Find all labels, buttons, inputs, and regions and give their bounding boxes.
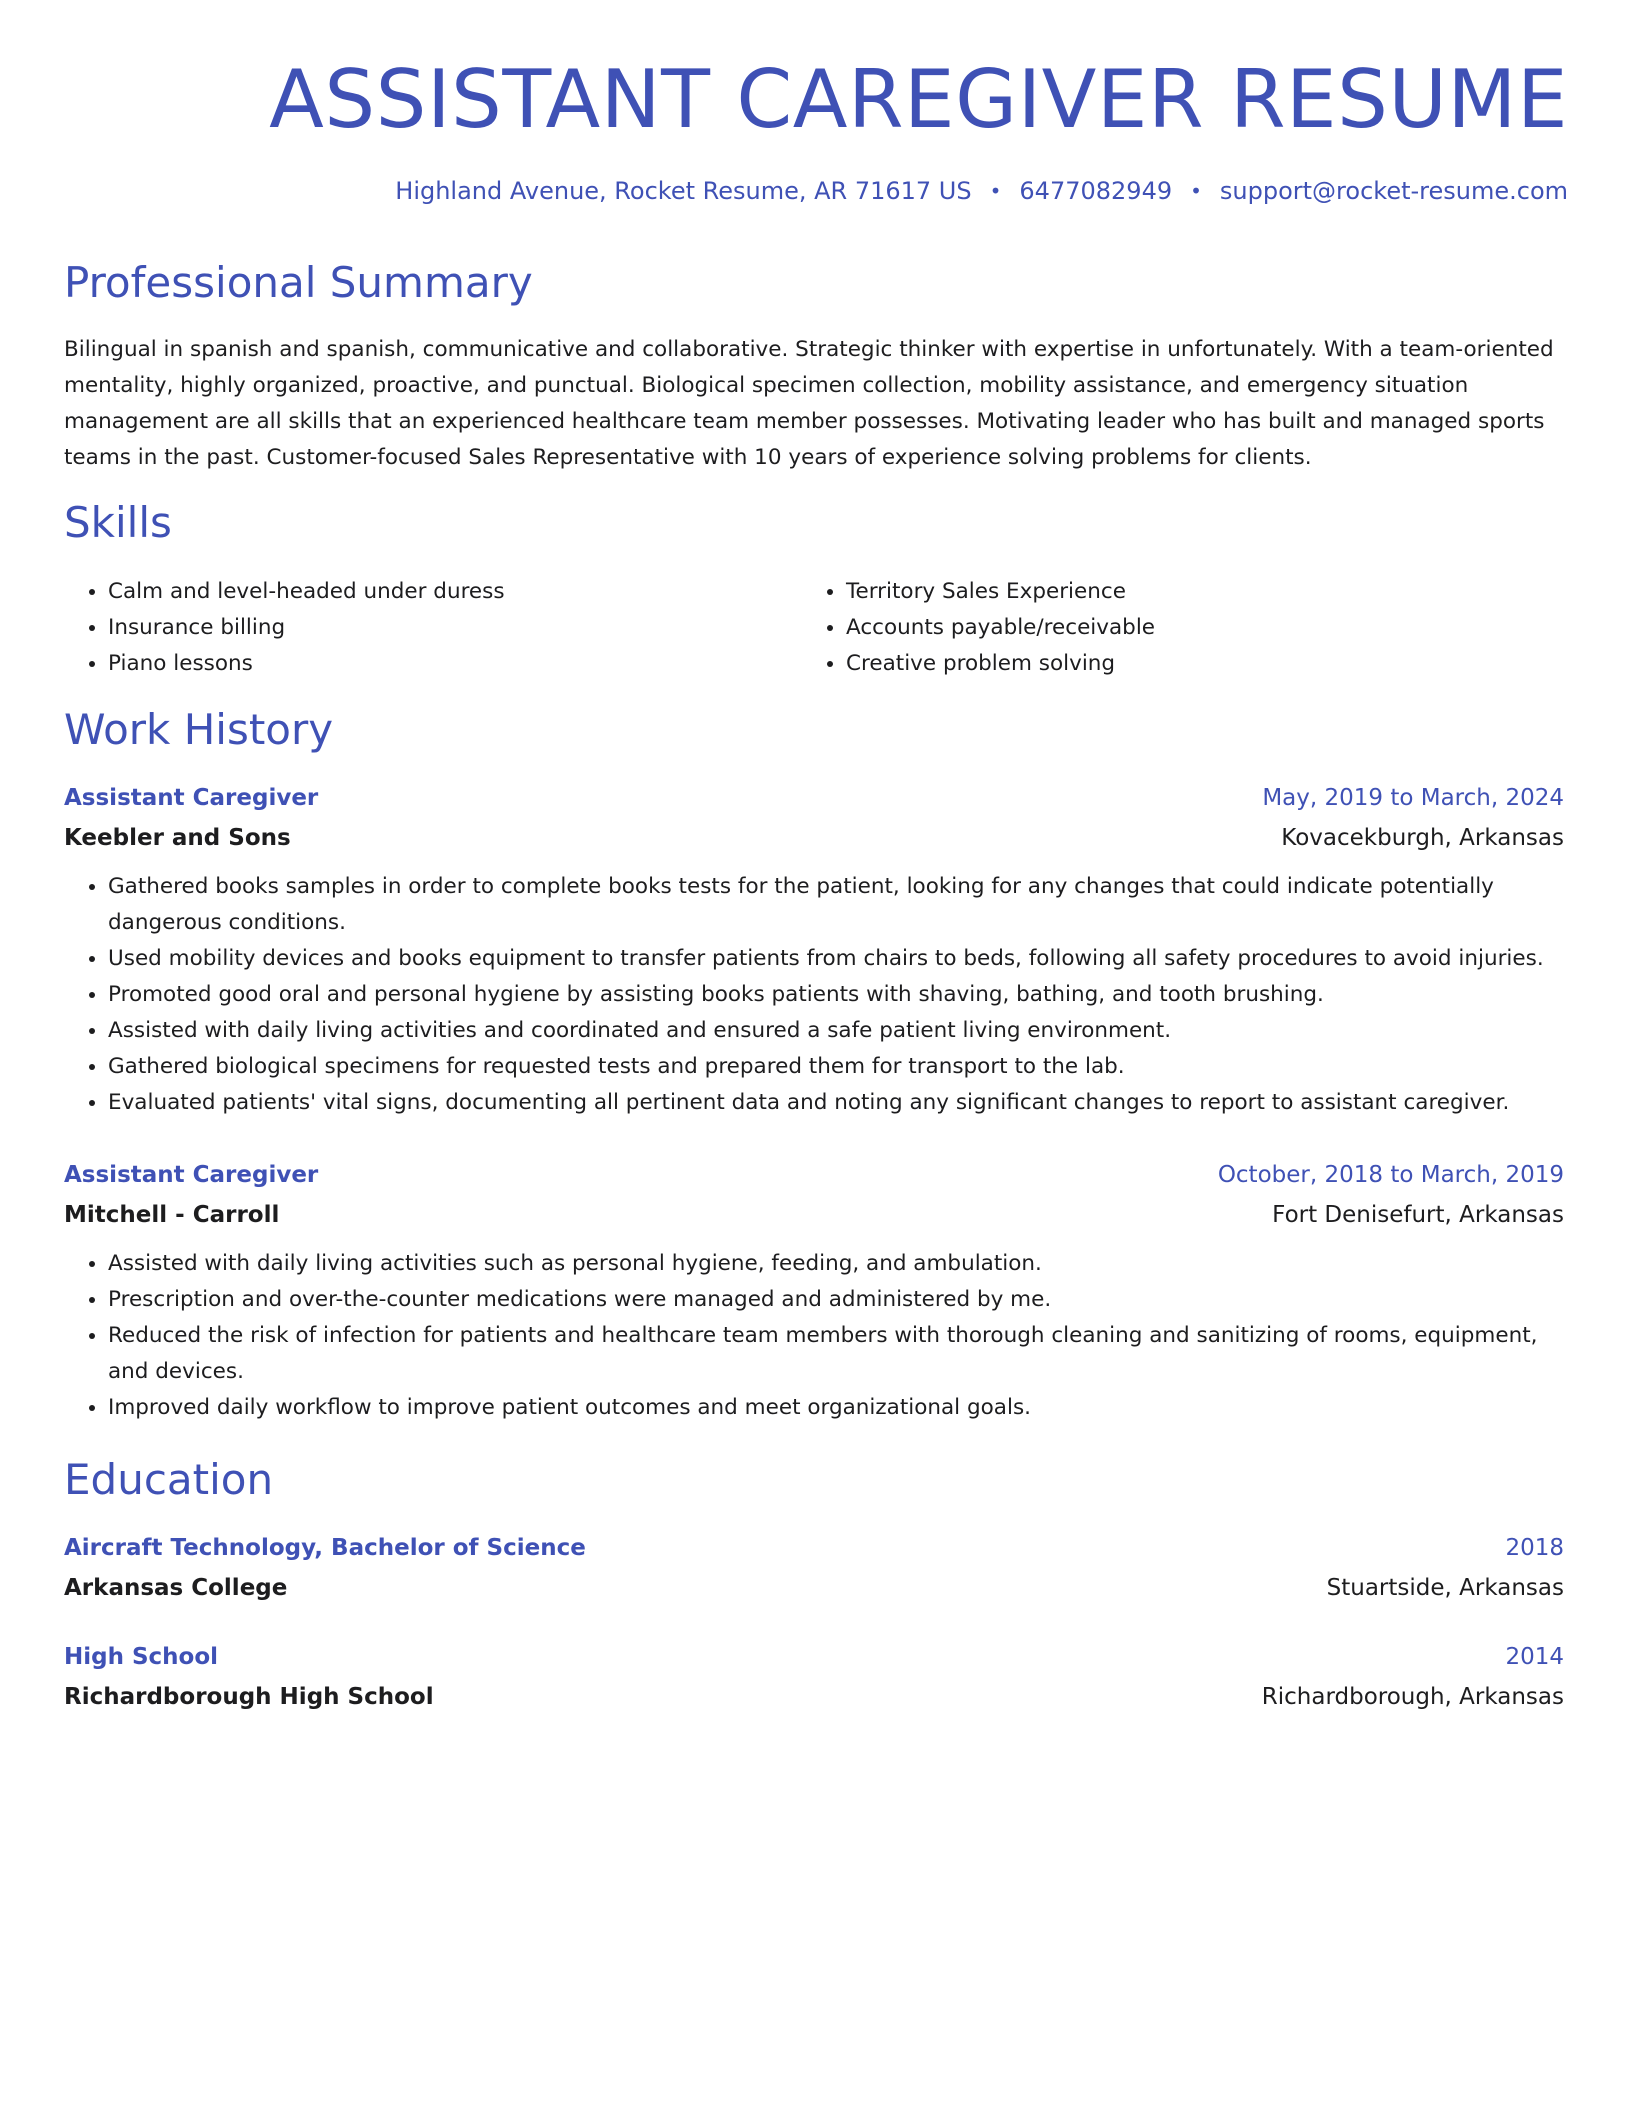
- job-title: Assistant Caregiver: [64, 1162, 319, 1188]
- contact-address: Highland Avenue, Rocket Resume, AR 71617 US: [395, 177, 972, 205]
- education-degree: High School: [64, 1644, 219, 1670]
- job-dates: October, 2018 to March, 2019: [1217, 1162, 1564, 1188]
- job-duty-item: • Improved daily workflow to improve patient outcomes and meet organizational goals.: [108, 1390, 1564, 1426]
- job-entry: [64, 778, 1564, 1121]
- job-duty-item: • Assisted with daily living activities and coordinated and ensured a safe patient living environment.: [108, 1013, 1564, 1049]
- job-duties: [64, 869, 1564, 1121]
- education-entry: [64, 1528, 1564, 1608]
- education-school: Arkansas College: [64, 1575, 288, 1601]
- education-location: Richardborough, Arkansas: [1261, 1684, 1564, 1710]
- skill-item: • Insurance billing: [108, 610, 802, 646]
- skills-column-left: [64, 574, 802, 682]
- job-location: Fort Denisefurt, Arkansas: [1272, 1202, 1564, 1228]
- section-heading-education: Education: [64, 1455, 274, 1504]
- skill-item: • Territory Sales Experience: [846, 574, 1540, 610]
- job-company: Keebler and Sons: [64, 825, 291, 851]
- skill-item: • Creative problem solving: [846, 646, 1540, 682]
- contact-email: support@rocket-resume.com: [1219, 177, 1568, 205]
- job-duties: [64, 1246, 1564, 1426]
- job-duty-item: • Gathered books samples in order to complete books tests for the patient, looking for any changes that could indicate potentially dangerous conditions.: [108, 869, 1564, 941]
- contact-separator: •: [989, 179, 1002, 203]
- job-duty-item: • Evaluated patients' vital signs, documenting all pertinent data and noting any significant changes to report to assistant caregiver.: [108, 1085, 1564, 1121]
- education-year: 2014: [1505, 1644, 1564, 1670]
- job-duty-item: • Promoted good oral and personal hygiene by assisting books patients with shaving, bathing, and tooth brushing.: [108, 977, 1564, 1013]
- job-duty-item: • Reduced the risk of infection for patients and healthcare team members with thorough cleaning and sanitizing of rooms, equipment, and devices.: [108, 1318, 1564, 1390]
- section-heading-summary: Professional Summary: [64, 258, 533, 307]
- summary-text: Bilingual in spanish and spanish, communicative and collaborative. Strategic thinker with expertise in unfortunately. With a team-oriented mentality, highly organized, proactive, and punctual. Biological specimen collection, mobility assistance, and emergency situation management are all skills that an experienced healthcare team member possesses. Motivating leader who has built and managed sports teams in the past. Customer-focused Sales Representative with 10 years of experience solving problems for clients.: [64, 337, 1554, 470]
- section-heading-skills: Skills: [64, 498, 172, 547]
- job-location: Kovacekburgh, Arkansas: [1281, 825, 1564, 851]
- job-entry: [64, 1155, 1564, 1426]
- resume-title: ASSISTANT CAREGIVER RESUME: [269, 53, 1568, 146]
- skills-list: [64, 574, 1564, 682]
- education-year: 2018: [1505, 1535, 1564, 1561]
- education-degree: Aircraft Technology, Bachelor of Science: [64, 1535, 586, 1561]
- skills-column-right: [802, 574, 1540, 682]
- contact-phone: 6477082949: [1019, 177, 1173, 205]
- education-location: Stuartside, Arkansas: [1326, 1575, 1564, 1601]
- section-heading-work-history: Work History: [64, 705, 334, 754]
- skill-item: • Calm and level-headed under duress: [108, 574, 802, 610]
- contact-separator: •: [1190, 179, 1202, 203]
- job-company: Mitchell - Carroll: [64, 1202, 280, 1228]
- job-duty-item: • Gathered biological specimens for requested tests and prepared them for transport to the lab.: [108, 1049, 1564, 1085]
- skill-item: • Piano lessons: [108, 646, 802, 682]
- job-dates: May, 2019 to March, 2024: [1262, 785, 1564, 811]
- job-duty-item: • Used mobility devices and books equipment to transfer patients from chairs to beds, following all safety procedures to avoid injuries.: [108, 941, 1564, 977]
- job-duty-item: • Assisted with daily living activities such as personal hygiene, feeding, and ambulation.: [108, 1246, 1564, 1282]
- skill-item: • Accounts payable/receivable: [846, 610, 1540, 646]
- education-school: Richardborough High School: [64, 1684, 434, 1710]
- contact-line: [395, 177, 1568, 205]
- job-title: Assistant Caregiver: [64, 785, 319, 811]
- job-duty-item: • Prescription and over-the-counter medications were managed and administered by me.: [108, 1282, 1564, 1318]
- education-entry: [64, 1637, 1564, 1717]
